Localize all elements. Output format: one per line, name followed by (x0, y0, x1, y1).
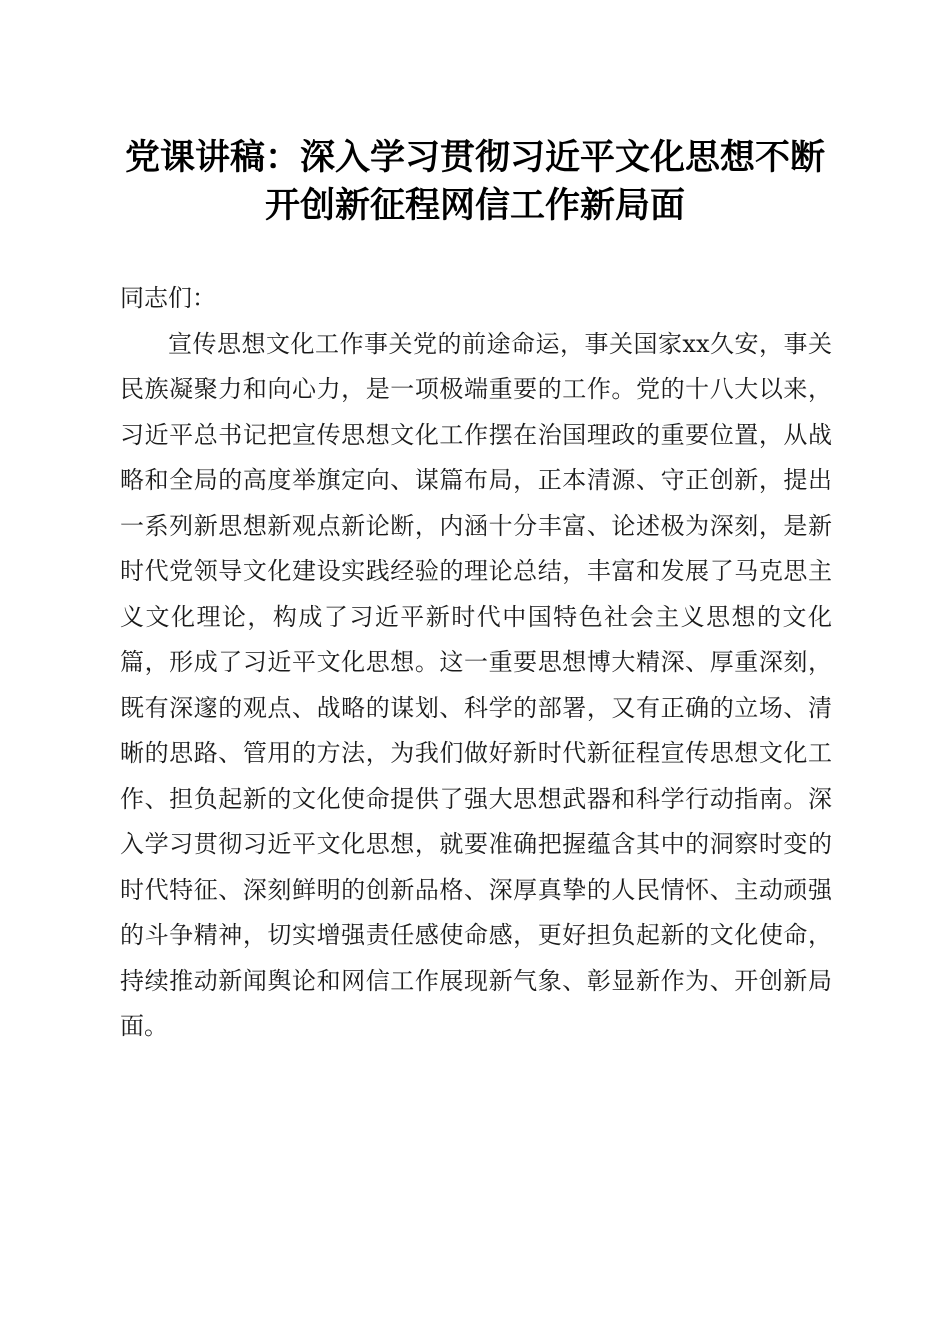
document-title (100, 134, 850, 230)
salutation: 同志们： (120, 284, 216, 312)
title-line-2: 开创新征程网信工作新局面 (264, 185, 685, 226)
document-body (120, 276, 832, 1050)
body-paragraph: 宣传思想文化工作事关党的前途命运，事关国家xx久安，事关民族凝聚力和向心力，是一项极端重要的工作。党的十八大以来，习近平总书记把宣传思想文化工作摆在治国理政的重要位置，从战略和全局的高度举旗定向、谋篇布局，正本清源、守正创新，提出一系列新思想新观点新论断，内涵十分丰富、论述极为深刻，是新时代党领导文化建设实践经验的理论总结，丰富和发展了马克思主义文化理论，构成了习近平新时代中国特色社会主义思想的文化篇，形成了习近平文化思想。这一重要思想博大精深、厚重深刻，既有深邃的观点、战略的谋划、科学的部署，又有正确的立场、清晰的思路、管用的方法，为我们做好新时代新征程宣传思想文化工作、担负起新的文化使命提供了强大思想武器和科学行动指南。深入学习贯彻习近平文化思想，就要准确把握蕴含其中的洞察时变的时代特征、深刻鲜明的创新品格、深厚真挚的人民情怀、主动顽强的斗争精神，切实增强责任感使命感，更好担负起新的文化使命，持续推动新闻舆论和网信工作展现新气象、彰显新作为、开创新局面。 (120, 329, 832, 1040)
title-line-1: 党课讲稿：深入学习贯彻习近平文化思想不断 (124, 137, 825, 178)
